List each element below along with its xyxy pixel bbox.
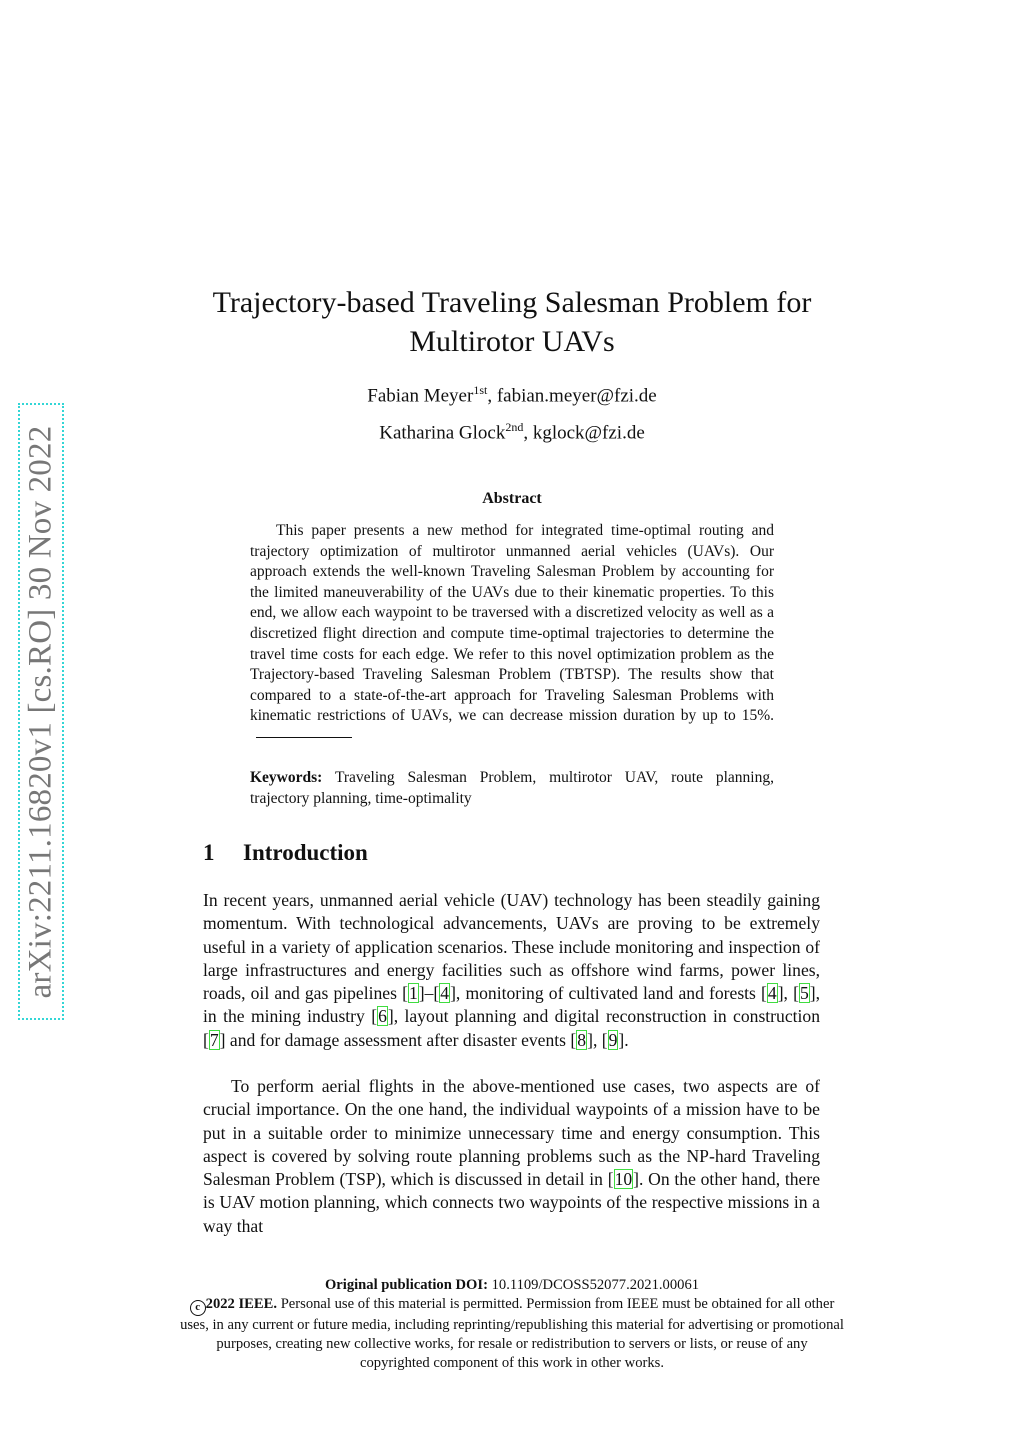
citation-link[interactable]: 9	[608, 1029, 618, 1050]
paragraph-text: To perform aerial flights in the above-mentioned use cases, two aspects are of crucial importance. On the one hand, the individual waypoints of a mission have to be put in a suitable order to minimize unnecessary time and energy consumption. This aspect is covered by solving route planning problems such as the NP-hard Traveling Salesman Problem (TSP), which is discussed in detail in [	[203, 1076, 820, 1190]
citation-link[interactable]: 7	[209, 1029, 219, 1050]
author-name: Katharina Glock	[379, 422, 506, 444]
paragraph-text: ] and for damage assessment after disaster events [	[219, 1029, 577, 1050]
abstract-heading: Abstract	[482, 490, 542, 507]
copyright-text: Personal use of this material is permitted. Permission from IEEE must be obtained for all other uses, in any current or future media, including reprinting/republishing this material for advertising or promotional purposes, creating new collective works, for resale or redistribution to servers or lists, or reuse of any copyrighted component of this work in other works.	[180, 1296, 844, 1371]
publication-footer	[180, 1276, 844, 1373]
author-affiliation: 2nd	[505, 420, 524, 434]
abstract-content: This paper presents a new method for integrated time-optimal routing and trajectory optimization of multirotor unmanned aerial vehicles (UAVs). Our approach extends the well-known Traveling Salesman Problem by accounting for the limited maneuverability of the UAVs due to their kinematic properties. To this end, we allow each waypoint to be traversed with a discretized velocity as well as a discretized flight direction and compute time-optimal trajectories to determine the travel time costs for each edge. We refer to this novel optimization problem as the Trajectory-based Traveling Salesman Problem (TBTSP). The results show that compared to a state-of-the-art approach for Traveling Salesman Problems with kinematic restrictions of UAVs, we can decrease mission duration by up to 15%.	[250, 522, 774, 725]
author-line: Fabian Meyer$^{1st}$, fabian.meyer@fzi.de	[367, 383, 657, 407]
paragraph-text: ], monitoring of cultivated land and forests [	[450, 983, 767, 1004]
citation-link[interactable]: 6	[378, 1006, 387, 1027]
citation-link[interactable]: 1	[408, 983, 418, 1004]
paragraph-text: ].	[618, 1029, 629, 1050]
citation-link[interactable]: 8	[577, 1029, 587, 1050]
section-heading	[203, 840, 368, 866]
paragraph-text: ], in the mining industry [	[203, 983, 820, 1027]
abstract-text	[250, 521, 774, 748]
author-line: Katharina Glock$^{2nd}$, kglock@fzi.de	[379, 420, 645, 444]
section-number: 1	[203, 840, 215, 865]
paper-title: Trajectory-based Traveling Salesman Problem for Multirotor UAVs	[212, 286, 812, 358]
author-email[interactable]: fabian.meyer@fzi.de	[496, 385, 657, 407]
doi-line	[180, 1276, 844, 1295]
section-title: Introduction	[243, 840, 368, 865]
paragraph-text: ], [	[777, 983, 799, 1004]
citation-link[interactable]: 4	[767, 983, 777, 1004]
paragraph-text: ], [	[587, 1029, 608, 1050]
copyright-notice	[180, 1295, 844, 1373]
doi-label: Original publication DOI:	[324, 1277, 488, 1293]
doi-value[interactable]: 10.1109/DCOSS52077.2021.00061	[491, 1277, 700, 1293]
author-affiliation: 1st	[473, 383, 488, 397]
citation-link[interactable]: 5	[799, 983, 809, 1004]
paragraph-text: ]–[	[418, 983, 440, 1004]
author-email[interactable]: kglock@fzi.de	[532, 422, 645, 444]
body-paragraph	[203, 889, 820, 1052]
paragraph-text: ]. On the other hand, there is UAV motion planning, which connects two waypoints of the respective missions in a way that	[203, 1169, 821, 1236]
arxiv-identifier-text: arXiv:2211.16820v1 [cs.RO] 30 Nov 2022	[22, 425, 59, 998]
keywords	[250, 768, 774, 809]
citation-link[interactable]: 4	[440, 983, 450, 1004]
paragraph-text: In recent years, unmanned aerial vehicle (UAV) technology has been steadily gaining momentum. With technological advancements, UAVs are proving to be extremely useful in a variety of application scenarios. These include monitoring and inspection of large infrastructures and energy facilities such as offshore wind farms, power lines, roads, oil and gas pipelines [	[203, 890, 820, 1004]
author-name: Fabian Meyer	[367, 385, 474, 407]
citation-link[interactable]: 10	[614, 1169, 633, 1190]
keywords-label: Keywords:	[250, 769, 323, 786]
paragraph-text: ], layout planning and digital reconstruction in construction [	[203, 1006, 821, 1050]
abstract-rule	[256, 737, 352, 738]
copyright-icon: c	[190, 1300, 206, 1316]
keywords-list: Traveling Salesman Problem, multirotor UAV, route planning, trajectory planning, time-optimality	[250, 769, 774, 807]
copyright-label: 2022 IEEE.	[205, 1296, 278, 1312]
arxiv-identifier-stamp[interactable]	[18, 403, 64, 1020]
body-paragraph	[203, 1075, 820, 1238]
